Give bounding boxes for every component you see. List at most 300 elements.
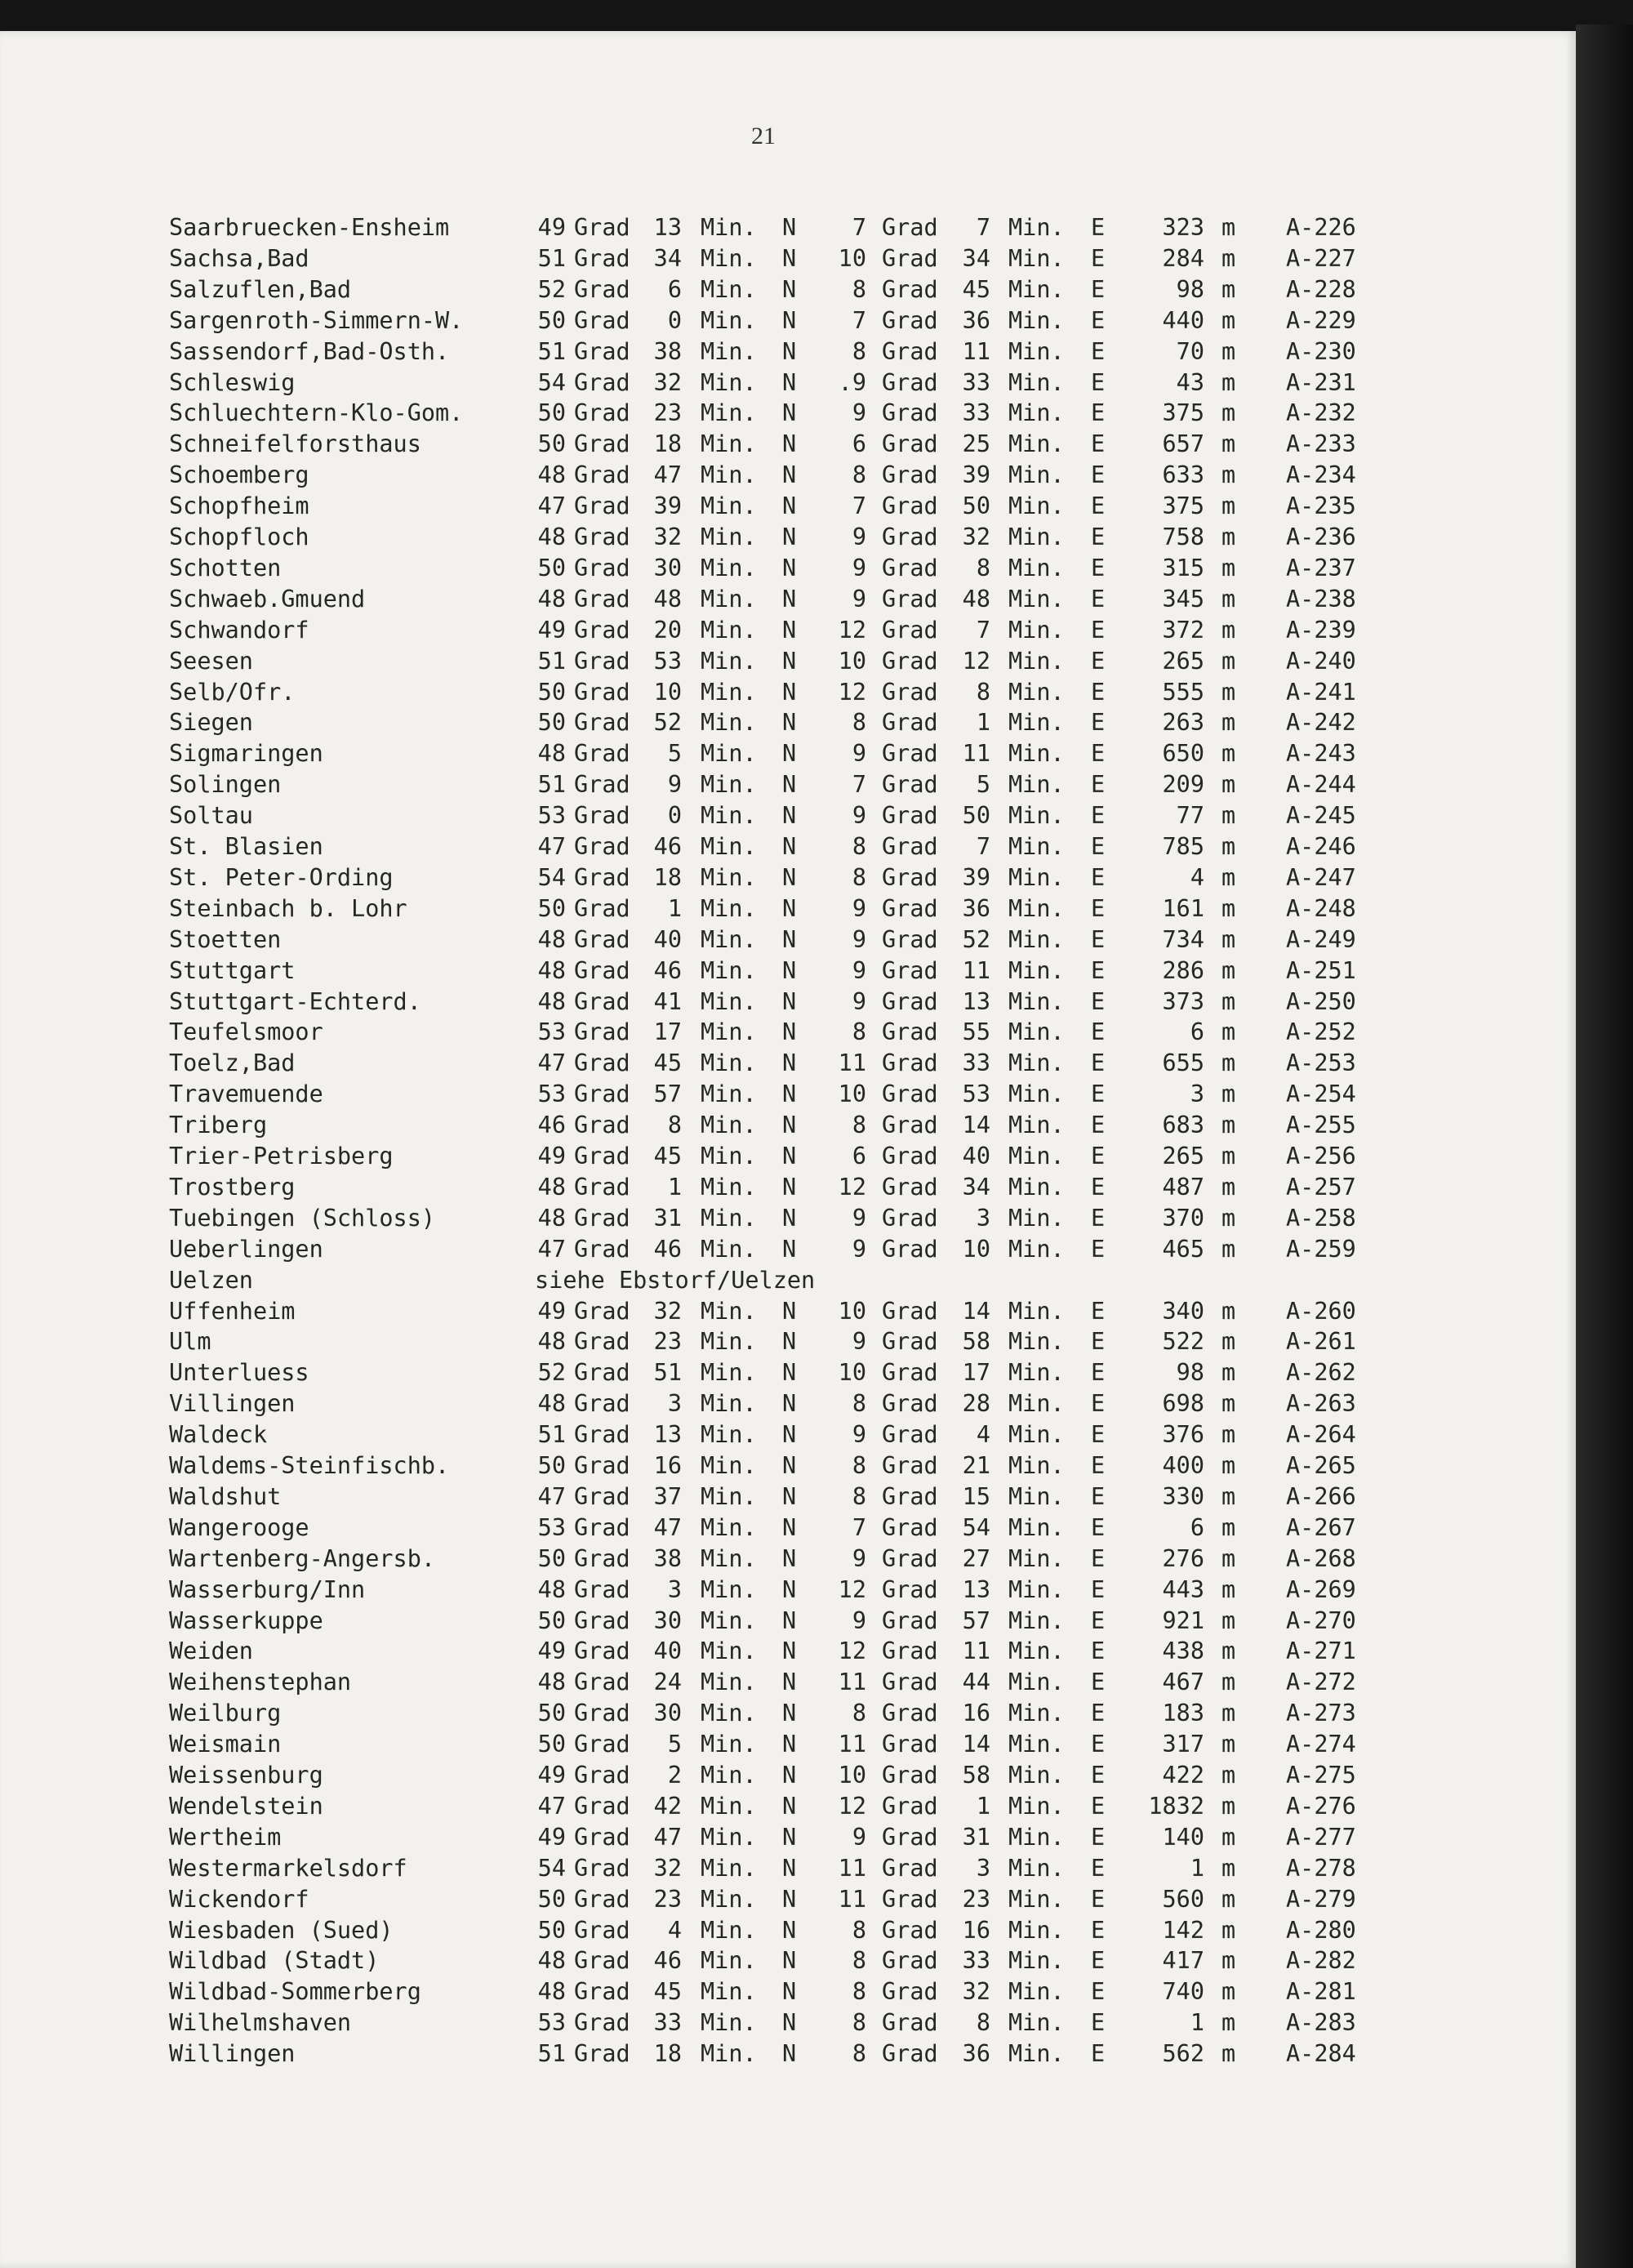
- grad-label: Grad: [574, 956, 630, 984]
- min-label: Min.: [1008, 368, 1065, 396]
- grad-label: Grad: [574, 1916, 630, 1944]
- station-ns: N: [782, 1916, 797, 1944]
- station-lon-min: 3: [976, 1854, 990, 1882]
- station-lat-min: 17: [653, 1018, 682, 1046]
- station-alt: 440: [1162, 306, 1204, 334]
- min-label: Min.: [1008, 1916, 1065, 1944]
- meter-label: m: [1221, 1204, 1236, 1232]
- station-alt: 330: [1162, 1482, 1204, 1510]
- grad-label: Grad: [882, 275, 938, 303]
- station-code: A-262: [1286, 1359, 1356, 1387]
- min-label: Min.: [701, 678, 757, 706]
- station-lon-deg: 9: [852, 554, 866, 581]
- station-lat-deg: 50: [537, 1452, 566, 1479]
- meter-label: m: [1221, 554, 1236, 581]
- station-lon-min: 8: [976, 554, 990, 581]
- min-label: Min.: [1008, 1700, 1065, 1727]
- min-label: Min.: [701, 863, 757, 891]
- station-ew: E: [1091, 1513, 1106, 1541]
- station-name: Wartenberg-Angersb.: [169, 1544, 436, 1572]
- station-ew: E: [1091, 956, 1106, 984]
- station-lon-deg: 8: [852, 833, 866, 860]
- station-ns: N: [782, 802, 797, 830]
- min-label: Min.: [1008, 1049, 1065, 1077]
- station-name: Ueberlingen: [169, 1235, 323, 1263]
- station-alt: 161: [1162, 894, 1204, 922]
- station-alt: 375: [1162, 399, 1204, 427]
- station-name: Triberg: [169, 1112, 268, 1139]
- grad-label: Grad: [882, 1575, 938, 1603]
- station-lat-min: 46: [653, 833, 682, 860]
- station-ns: N: [782, 1328, 797, 1356]
- grad-label: Grad: [574, 1513, 630, 1541]
- grad-label: Grad: [574, 1297, 630, 1325]
- station-ew: E: [1091, 1049, 1106, 1077]
- station-lat-deg: 50: [537, 1731, 566, 1758]
- station-alt: 400: [1162, 1452, 1204, 1479]
- min-label: Min.: [1008, 1359, 1065, 1387]
- station-lat-min: 10: [653, 678, 682, 706]
- grad-label: Grad: [882, 1669, 938, 1696]
- station-lon-min: 17: [962, 1359, 990, 1387]
- grad-label: Grad: [574, 1049, 630, 1077]
- station-name: Schwaeb.Gmuend: [169, 585, 366, 613]
- min-label: Min.: [701, 585, 757, 613]
- station-name: Wertheim: [169, 1823, 282, 1851]
- station-alt: 633: [1162, 461, 1204, 489]
- station-alt: 284: [1162, 244, 1204, 272]
- grad-label: Grad: [882, 1359, 938, 1387]
- station-lat-min: 23: [653, 1885, 682, 1913]
- min-label: Min.: [1008, 833, 1065, 860]
- station-lon-min: 58: [962, 1328, 990, 1356]
- station-lat-deg: 53: [537, 1018, 566, 1046]
- station-alt: 98: [1176, 1359, 1204, 1387]
- station-ns: N: [782, 337, 797, 365]
- min-label: Min.: [701, 492, 757, 520]
- station-code: A-236: [1286, 524, 1356, 550]
- min-label: Min.: [701, 399, 757, 427]
- station-name: Stuttgart-Echterd.: [169, 987, 421, 1015]
- min-label: Min.: [701, 925, 757, 953]
- min-label: Min.: [701, 244, 757, 272]
- meter-label: m: [1221, 987, 1236, 1015]
- station-ns: N: [782, 647, 797, 675]
- meter-label: m: [1221, 1513, 1236, 1541]
- min-label: Min.: [1008, 1792, 1065, 1820]
- station-name: Toelz,Bad: [169, 1049, 296, 1077]
- station-lon-min: 39: [962, 461, 990, 489]
- station-lon-min: 57: [962, 1606, 990, 1634]
- station-lat-min: 32: [653, 524, 682, 550]
- meter-label: m: [1221, 1638, 1236, 1665]
- station-lat-deg: 48: [537, 524, 566, 550]
- station-lat-min: 18: [653, 2040, 682, 2068]
- station-alt: 650: [1162, 740, 1204, 768]
- grad-label: Grad: [882, 1792, 938, 1820]
- station-code: A-266: [1286, 1482, 1356, 1510]
- min-label: Min.: [1008, 1854, 1065, 1882]
- station-alt: 560: [1162, 1885, 1204, 1913]
- station-name: Wasserkuppe: [169, 1606, 323, 1634]
- station-code: A-260: [1286, 1297, 1356, 1325]
- station-lon-deg: 11: [838, 1885, 866, 1913]
- station-lon-deg: 7: [852, 771, 866, 799]
- min-label: Min.: [1008, 244, 1065, 272]
- station-code: A-248: [1286, 894, 1356, 922]
- meter-label: m: [1221, 306, 1236, 334]
- station-lon-min: 14: [962, 1112, 990, 1139]
- grad-label: Grad: [574, 430, 630, 458]
- grad-label: Grad: [574, 987, 630, 1015]
- station-lat-deg: 50: [537, 678, 566, 706]
- min-label: Min.: [701, 647, 757, 675]
- station-lat-min: 18: [653, 863, 682, 891]
- station-lat-min: 45: [653, 1143, 682, 1170]
- station-lat-deg: 48: [537, 461, 566, 489]
- grad-label: Grad: [574, 524, 630, 550]
- station-name: Waldems-Steinfischb.: [169, 1452, 450, 1479]
- min-label: Min.: [1008, 647, 1065, 675]
- station-alt: 323: [1162, 214, 1204, 241]
- station-ew: E: [1091, 1792, 1106, 1820]
- station-name: Schneifelforsthaus: [169, 430, 421, 458]
- station-code: A-258: [1286, 1204, 1356, 1232]
- meter-label: m: [1221, 1112, 1236, 1139]
- station-lat-deg: 50: [537, 554, 566, 581]
- station-lat-deg: 51: [537, 337, 566, 365]
- station-code: A-254: [1286, 1081, 1356, 1108]
- station-lon-deg: 12: [838, 616, 866, 644]
- station-lat-min: 23: [653, 1328, 682, 1356]
- min-label: Min.: [701, 1669, 757, 1696]
- min-label: Min.: [1008, 1575, 1065, 1603]
- station-code: A-227: [1286, 244, 1356, 272]
- station-lon-min: 28: [962, 1390, 990, 1418]
- station-ns: N: [782, 1081, 797, 1108]
- station-lon-min: 11: [962, 956, 990, 984]
- station-code: A-230: [1286, 337, 1356, 365]
- station-lon-min: 33: [962, 1049, 990, 1077]
- min-label: Min.: [1008, 1978, 1065, 2006]
- station-ew: E: [1091, 2040, 1106, 2068]
- station-lon-min: 40: [962, 1143, 990, 1170]
- station-ns: N: [782, 1049, 797, 1077]
- grad-label: Grad: [574, 894, 630, 922]
- station-name: Schwandorf: [169, 616, 309, 644]
- meter-label: m: [1221, 585, 1236, 613]
- station-ew: E: [1091, 1978, 1106, 2006]
- station-lon-min: 34: [962, 244, 990, 272]
- station-alt: 370: [1162, 1204, 1204, 1232]
- grad-label: Grad: [574, 461, 630, 489]
- grad-label: Grad: [882, 585, 938, 613]
- min-label: Min.: [1008, 1452, 1065, 1479]
- station-ns: N: [782, 833, 797, 860]
- station-alt: 1: [1190, 1854, 1204, 1882]
- station-lat-min: 33: [653, 2009, 682, 2037]
- station-code: A-243: [1286, 740, 1356, 768]
- station-lat-deg: 47: [537, 833, 566, 860]
- meter-label: m: [1221, 1235, 1236, 1263]
- station-lat-min: 32: [653, 1854, 682, 1882]
- station-ew: E: [1091, 1390, 1106, 1418]
- grad-label: Grad: [882, 956, 938, 984]
- min-label: Min.: [701, 368, 757, 396]
- station-code: A-278: [1286, 1854, 1356, 1882]
- station-lat-min: 5: [667, 1731, 682, 1758]
- station-lat-min: 47: [653, 1513, 682, 1541]
- station-name: Seesen: [169, 647, 253, 675]
- min-label: Min.: [1008, 306, 1065, 334]
- grad-label: Grad: [882, 554, 938, 581]
- meter-label: m: [1221, 368, 1236, 396]
- meter-label: m: [1221, 214, 1236, 241]
- station-alt: 265: [1162, 647, 1204, 675]
- station-ew: E: [1091, 1421, 1106, 1449]
- station-ew: E: [1091, 275, 1106, 303]
- station-ns: N: [782, 2009, 797, 2037]
- station-ew: E: [1091, 1669, 1106, 1696]
- grad-label: Grad: [574, 1081, 630, 1108]
- min-label: Min.: [1008, 894, 1065, 922]
- min-label: Min.: [701, 1638, 757, 1665]
- grad-label: Grad: [574, 399, 630, 427]
- min-label: Min.: [1008, 492, 1065, 520]
- min-label: Min.: [701, 1606, 757, 1634]
- station-lon-deg: 12: [838, 1173, 866, 1201]
- station-alt: 183: [1162, 1700, 1204, 1727]
- min-label: Min.: [1008, 214, 1065, 241]
- min-label: Min.: [1008, 616, 1065, 644]
- meter-label: m: [1221, 1792, 1236, 1820]
- grad-label: Grad: [574, 1204, 630, 1232]
- station-name: Schopfloch: [169, 524, 309, 550]
- station-lat-deg: 50: [537, 1916, 566, 1944]
- grad-label: Grad: [882, 1173, 938, 1201]
- meter-label: m: [1221, 1452, 1236, 1479]
- min-label: Min.: [701, 554, 757, 581]
- station-code: A-249: [1286, 925, 1356, 953]
- station-alt: 487: [1162, 1173, 1204, 1201]
- grad-label: Grad: [882, 2040, 938, 2068]
- station-lat-min: 41: [653, 987, 682, 1015]
- station-lon-deg: 8: [852, 1700, 866, 1727]
- min-label: Min.: [701, 1359, 757, 1387]
- station-lat-deg: 53: [537, 2009, 566, 2037]
- station-ns: N: [782, 1018, 797, 1046]
- document-page: [0, 31, 1576, 2268]
- station-lat-deg: 49: [537, 1143, 566, 1170]
- grad-label: Grad: [574, 1452, 630, 1479]
- station-lat-min: 47: [653, 461, 682, 489]
- min-label: Min.: [701, 1823, 757, 1851]
- station-alt: 340: [1162, 1297, 1204, 1325]
- station-lat-deg: 50: [537, 1544, 566, 1572]
- min-label: Min.: [1008, 399, 1065, 427]
- station-alt: 6: [1190, 1018, 1204, 1046]
- station-code: A-251: [1286, 956, 1356, 984]
- station-alt: 43: [1176, 368, 1204, 396]
- grad-label: Grad: [574, 740, 630, 768]
- station-lon-deg: 11: [838, 1049, 866, 1077]
- station-lon-deg: 10: [838, 1297, 866, 1325]
- station-lon-deg: 6: [852, 430, 866, 458]
- station-lon-deg: 7: [852, 214, 866, 241]
- station-code: A-250: [1286, 987, 1356, 1015]
- meter-label: m: [1221, 802, 1236, 830]
- station-ew: E: [1091, 214, 1106, 241]
- station-code: A-242: [1286, 709, 1356, 737]
- station-lon-min: 44: [962, 1669, 990, 1696]
- station-lat-min: 6: [667, 275, 682, 303]
- station-lat-deg: 50: [537, 306, 566, 334]
- station-name: Sachsa,Bad: [169, 244, 309, 272]
- station-lat-min: 13: [653, 214, 682, 241]
- min-label: Min.: [1008, 524, 1065, 550]
- grad-label: Grad: [882, 709, 938, 737]
- station-lat-min: 3: [667, 1390, 682, 1418]
- station-lat-deg: 54: [537, 863, 566, 891]
- station-code: A-270: [1286, 1606, 1356, 1634]
- station-ns: N: [782, 740, 797, 768]
- station-ew: E: [1091, 987, 1106, 1015]
- station-ew: E: [1091, 1081, 1106, 1108]
- station-lat-deg: 52: [537, 275, 566, 303]
- station-alt: 465: [1162, 1235, 1204, 1263]
- station-ew: E: [1091, 833, 1106, 860]
- min-label: Min.: [1008, 2009, 1065, 2037]
- grad-label: Grad: [882, 833, 938, 860]
- station-code: A-241: [1286, 678, 1356, 706]
- grad-label: Grad: [882, 1823, 938, 1851]
- station-lon-min: 58: [962, 1762, 990, 1789]
- station-lon-min: 14: [962, 1297, 990, 1325]
- meter-label: m: [1221, 2040, 1236, 2068]
- station-ns: N: [782, 585, 797, 613]
- station-lon-deg: 9: [852, 925, 866, 953]
- station-ew: E: [1091, 1204, 1106, 1232]
- station-code: A-271: [1286, 1638, 1356, 1665]
- station-alt: 77: [1176, 802, 1204, 830]
- station-alt: 740: [1162, 1978, 1204, 2006]
- grad-label: Grad: [882, 771, 938, 799]
- station-name: Weissenburg: [169, 1762, 323, 1789]
- station-lon-min: 45: [962, 275, 990, 303]
- meter-label: m: [1221, 399, 1236, 427]
- grad-label: Grad: [574, 214, 630, 241]
- station-alt: 3: [1190, 1081, 1204, 1108]
- station-lon-min: 5: [976, 771, 990, 799]
- station-lat-min: 48: [653, 585, 682, 613]
- station-lon-deg: 11: [838, 1669, 866, 1696]
- station-name: Soltau: [169, 802, 253, 830]
- station-lat-deg: 48: [537, 1978, 566, 2006]
- station-alt: 345: [1162, 585, 1204, 613]
- station-ew: E: [1091, 1143, 1106, 1170]
- station-ew: E: [1091, 1482, 1106, 1510]
- station-ew: E: [1091, 1638, 1106, 1665]
- station-name: Schotten: [169, 554, 282, 581]
- station-code: A-272: [1286, 1669, 1356, 1696]
- grad-label: Grad: [574, 1359, 630, 1387]
- grad-label: Grad: [574, 1018, 630, 1046]
- meter-label: m: [1221, 1143, 1236, 1170]
- station-lon-deg: 8: [852, 2009, 866, 2037]
- grad-label: Grad: [574, 244, 630, 272]
- grad-label: Grad: [882, 863, 938, 891]
- station-lat-min: 57: [653, 1081, 682, 1108]
- meter-label: m: [1221, 1854, 1236, 1882]
- grad-label: Grad: [882, 678, 938, 706]
- min-label: Min.: [1008, 337, 1065, 365]
- station-lon-min: 33: [962, 1947, 990, 1975]
- station-ns: N: [782, 1854, 797, 1882]
- station-lat-deg: 47: [537, 492, 566, 520]
- station-lon-deg: 9: [852, 1204, 866, 1232]
- grad-label: Grad: [574, 1669, 630, 1696]
- station-lat-min: 30: [653, 554, 682, 581]
- station-ew: E: [1091, 1359, 1106, 1387]
- min-label: Min.: [701, 1204, 757, 1232]
- station-ew: E: [1091, 585, 1106, 613]
- station-alt: 555: [1162, 678, 1204, 706]
- station-name: Wildbad (Stadt): [169, 1947, 380, 1975]
- min-label: Min.: [701, 1700, 757, 1727]
- min-label: Min.: [701, 306, 757, 334]
- station-ns: N: [782, 771, 797, 799]
- meter-label: m: [1221, 678, 1236, 706]
- station-ew: E: [1091, 678, 1106, 706]
- station-lat-deg: 48: [537, 1204, 566, 1232]
- station-lon-deg: 8: [852, 275, 866, 303]
- min-label: Min.: [1008, 1421, 1065, 1449]
- station-code: A-273: [1286, 1700, 1356, 1727]
- min-label: Min.: [701, 524, 757, 550]
- min-label: Min.: [701, 771, 757, 799]
- min-label: Min.: [701, 1544, 757, 1572]
- station-lat-deg: 48: [537, 1173, 566, 1201]
- station-lon-deg: 8: [852, 1452, 866, 1479]
- station-lat-min: 32: [653, 1297, 682, 1325]
- min-label: Min.: [1008, 863, 1065, 891]
- station-alt: 655: [1162, 1049, 1204, 1077]
- station-ns: N: [782, 1173, 797, 1201]
- station-ns: N: [782, 214, 797, 241]
- station-name: Uelzen: [169, 1266, 253, 1294]
- min-label: Min.: [701, 1112, 757, 1139]
- meter-label: m: [1221, 1916, 1236, 1944]
- station-name: St. Blasien: [169, 833, 323, 860]
- station-lat-min: 23: [653, 399, 682, 427]
- min-label: Min.: [701, 1575, 757, 1603]
- station-lat-deg: 50: [537, 1700, 566, 1727]
- grad-label: Grad: [882, 1018, 938, 1046]
- station-lon-deg: 8: [852, 1916, 866, 1944]
- station-ew: E: [1091, 647, 1106, 675]
- grad-label: Grad: [574, 1792, 630, 1820]
- station-lat-deg: 53: [537, 1513, 566, 1541]
- station-ew: E: [1091, 1452, 1106, 1479]
- min-label: Min.: [1008, 1081, 1065, 1108]
- grad-label: Grad: [574, 1390, 630, 1418]
- grad-label: Grad: [882, 925, 938, 953]
- min-label: Min.: [701, 709, 757, 737]
- station-alt: 1832: [1148, 1792, 1204, 1820]
- station-lon-deg: 8: [852, 1947, 866, 1975]
- station-lon-deg: 8: [852, 1390, 866, 1418]
- station-code: A-283: [1286, 2009, 1356, 2037]
